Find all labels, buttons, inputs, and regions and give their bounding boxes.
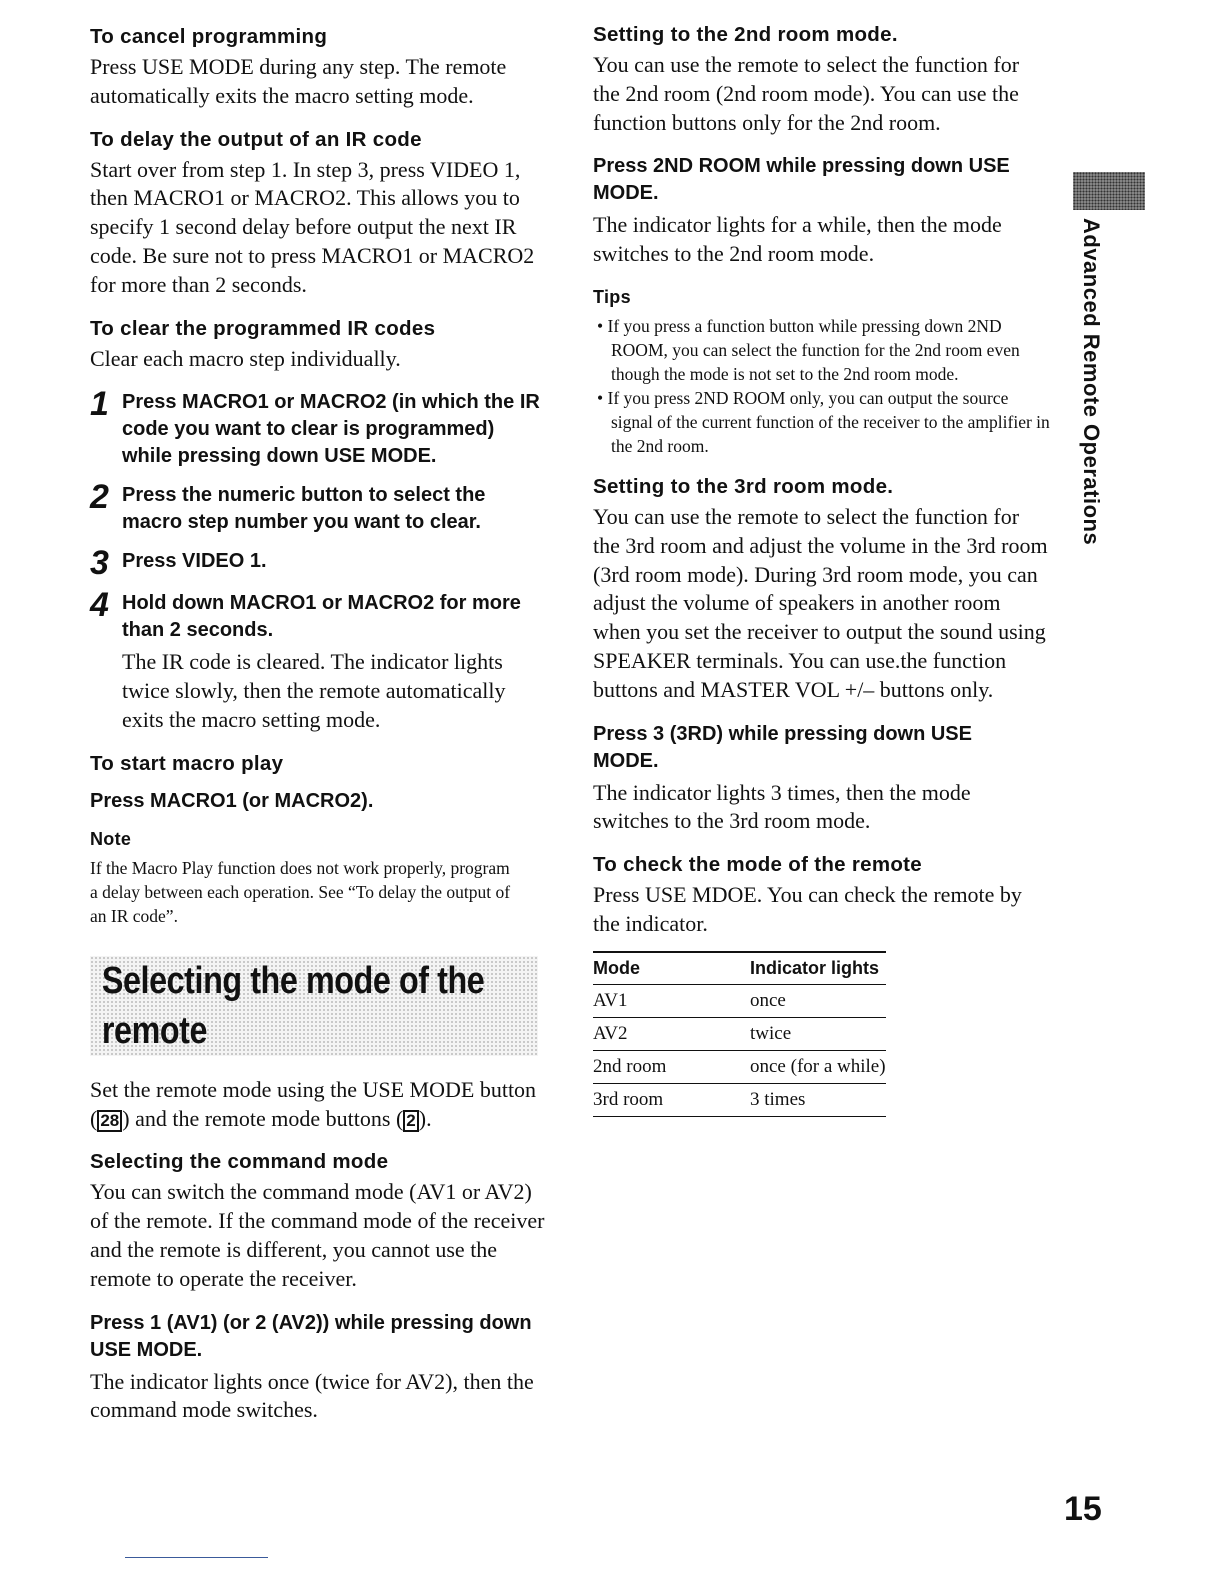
step-1 [90,385,545,470]
room3-instruction: Press 3 (3RD) while pressing down USE MODE. [593,722,972,772]
tips-list [593,314,1051,458]
side-tab-label: Advanced Remote Operations [1079,218,1104,546]
right-column [593,22,1051,1117]
step-text: Press MACRO1 or MACRO2 (in which the IR code you want to clear is programmed) while pressing down USE MODE. [122,391,540,468]
step-number: 4 [90,586,109,625]
step-4-detail: The IR code is cleared. The indicator lights twice slowly, then the remote automatically exits the macro setting mode. [122,649,506,732]
step-4 [90,586,545,644]
intro-text: ). [418,1105,432,1131]
step-text: Press the numeric button to select the macro step number you want to clear. [122,484,486,534]
tip-item: • If you press 2ND ROOM only, you can output the source signal of the current function of the receiver to the amplifier in the 2nd room. [593,386,1051,458]
step-number: 3 [90,544,109,583]
delay-heading: To delay the output of an IR code [90,127,422,151]
table-row [593,1050,886,1083]
command-heading: Selecting the command mode [90,1150,389,1174]
room2-result: The indicator lights for a while, then the mode switches to the 2nd room mode. [593,212,1002,267]
room3-text: You can use the remote to select the function for the 3rd room and adjust the volume in the 3rd room (3rd room mode). During 3rd room mode, you can adjust the volume of speakers in another room when you set the receiver to output the sound using SPEAKER terminals. You can use.the function buttons and MASTER VOL +/– buttons only. [593,503,1048,702]
clear-text: Clear each macro step individually. [90,345,401,371]
step-2 [90,478,545,536]
check-text: Press USE MDOE. You can check the remote by the indicator. [593,882,1022,936]
col-indicator: Indicator lights [750,952,886,985]
intro-text: ) and the remote mode buttons ( [122,1105,404,1131]
room2-heading: Setting to the 2nd room mode. [593,23,898,46]
cell: AV1 [593,984,750,1017]
table-row [593,1017,886,1050]
delay-text: Start over from step 1. In step 3, press VIDEO 1, then MACRO1 or MACRO2. This allows you to specify 1 second delay before output the next IR code. Be sure not to press MACRO1 or MACRO2 for more than 2 seconds. [90,156,535,297]
section-intro [90,1076,545,1134]
room2-instruction: Press 2ND ROOM while pressing down USE MODE. [593,155,1010,205]
section-title-line1: Selecting the mode of the [101,959,485,1002]
cell: once (for a while) [750,1050,886,1083]
ref-28: 28 [97,1110,122,1132]
step-3 [90,544,545,583]
section-title [90,956,538,1056]
cell: 3 times [750,1083,886,1116]
check-heading: To check the mode of the remote [593,853,923,877]
cell: twice [750,1017,886,1050]
room3-result: The indicator lights 3 times, then the mode switches to the 3rd room mode. [593,779,971,834]
room3-heading: Setting to the 3rd room mode. [593,474,894,498]
note-heading: Note [90,828,132,849]
left-column [90,24,545,1425]
step-text: Hold down MACRO1 or MACRO2 for more than 2 seconds. [122,592,521,642]
side-tab-marker [1073,172,1145,210]
cell: AV2 [593,1017,750,1050]
note-text: If the Macro Play function does not work properly, program a delay between each operation. See “To delay the output of an IR code”. [90,857,511,926]
command-result: The indicator lights once (twice for AV2), then the command mode switches. [90,1368,534,1423]
table-row [593,984,886,1017]
ref-2: 2 [403,1110,418,1132]
room2-text: You can use the remote to select the function for the 2nd room (2nd room mode). You can use the function buttons only for the 2nd room. [593,52,1020,135]
cell: 2nd room [593,1050,750,1083]
command-text: You can switch the command mode (AV1 or AV2) of the remote. If the command mode of the receiver and the remote is different, you cannot use the remote to operate the receiver. [90,1179,545,1291]
step-number: 1 [90,385,109,424]
col-mode: Mode [593,952,750,985]
footer-rule [125,1557,268,1558]
page-number: 15 [1064,1490,1102,1528]
cell: once [750,984,886,1017]
section-title-line2: remote [101,1009,208,1052]
cancel-heading: To cancel programming [90,25,328,48]
cell: 3rd room [593,1083,750,1116]
intro-text: Set the remote mode using the USE MODE button ( [90,1076,537,1131]
table-row [593,1083,886,1116]
play-heading: To start macro play [90,751,284,775]
tips-heading: Tips [593,286,631,307]
step-number: 2 [90,478,109,517]
cancel-text: Press USE MODE during any step. The remote automatically exits the macro setting mode. [90,54,507,108]
clear-heading: To clear the programmed IR codes [90,316,436,340]
tip-item: • If you press a function button while pressing down 2ND ROOM, you can select the function for the 2nd room even though the mode is not set to the 2nd room mode. [593,314,1051,386]
step-text: Press VIDEO 1. [122,550,267,573]
command-instruction: Press 1 (AV1) (or 2 (AV2)) while pressing down USE MODE. [90,1311,532,1361]
play-instruction: Press MACRO1 (or MACRO2). [90,789,374,812]
mode-table [593,951,1043,1117]
table-header [593,952,886,985]
